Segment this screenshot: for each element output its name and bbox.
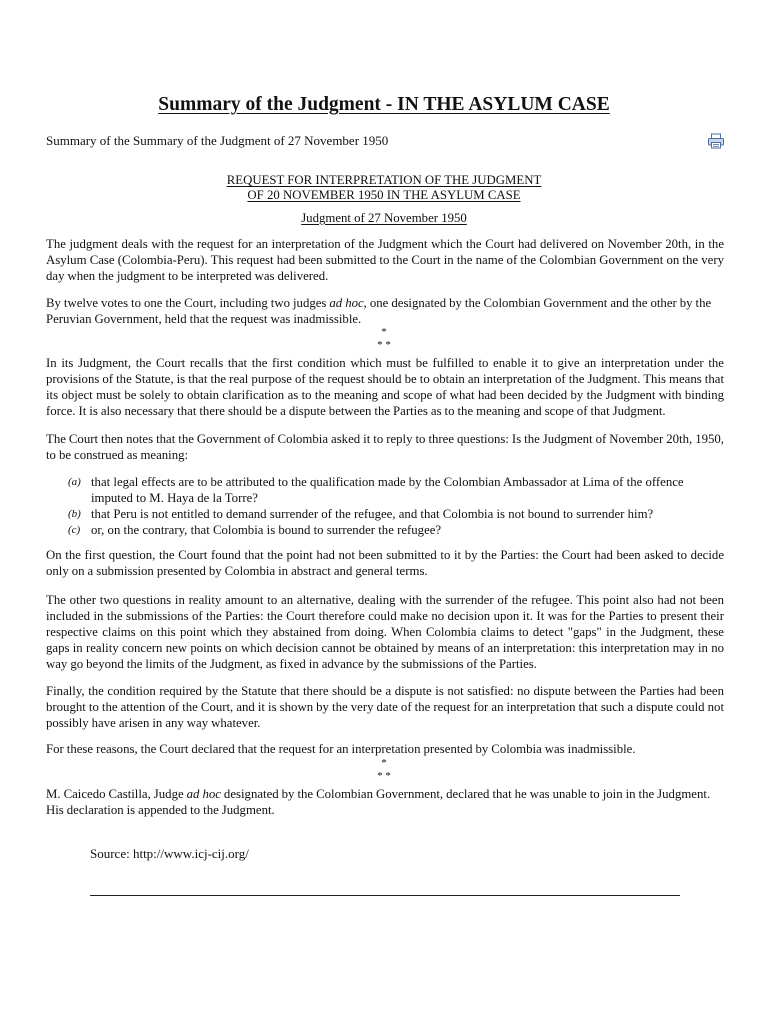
paragraph-intro: The judgment deals with the request for an interpretation of the Judgment which the Court had delivered on November 20th, in the Asylum Case (Colombia-Peru). This request had been submitted to the Court in the name of the Colombian Government on the very day when the judgment to be interpreted was delivered. xyxy=(46,237,724,284)
paragraph-vote: By twelve votes to one the Court, including two judges ad hoc, one designated by the Colombian Government and the other by the Peruvian Government, held that the request was inadmissible. xyxy=(46,296,712,327)
paragraph-conditions: In its Judgment, the Court recalls that the first condition which must be fulfilled to enable it to give an interpretation under the provisions of the Statute, is that the real purpose of the request should be to obtain an interpretation of the Judgment. This means that its object must be solely to obtain clarification as to the meaning and scope of what had been decided by the Judgment with binding force. It is also necessary that there should be a dispute between the Parties as to the meaning and scope of that Judgment. xyxy=(46,356,724,419)
printer-icon[interactable] xyxy=(707,133,725,149)
list-item: (c) or, on the contrary, that Colombia is bound to surrender the refugee? xyxy=(68,523,442,538)
list-item: (b) that Peru is not entitled to demand surrender of the refugee, and that Colombia is not bound to surrender him? xyxy=(68,507,654,522)
judgment-date: Judgment of 27 November 1950 xyxy=(301,211,467,225)
source-link[interactable]: Source: http://www.icj-cij.org/ xyxy=(90,846,249,861)
page-title: Summary of the Judgment - IN THE ASYLUM CASE xyxy=(158,94,610,115)
paragraph-declaration: M. Caicedo Castilla, Judge ad hoc designated by the Colombian Government, declared that he was unable to join in the Judgment. His declaration is appended to the Judgment. xyxy=(46,787,711,818)
paragraph-first-question: On the first question, the Court found that the point had not been submitted to it by the Parties: the Court had been asked to decide only on a submission presented by Colombia in abstract and general terms. xyxy=(46,548,724,579)
separator-star-bottom: * xyxy=(381,757,387,769)
footer-divider xyxy=(90,895,680,896)
request-heading xyxy=(0,173,768,202)
questions-list xyxy=(46,474,724,538)
separator-star-top: * xyxy=(381,326,387,338)
separator-stars-top: * * xyxy=(377,339,391,351)
request-heading-line2: OF 20 NOVEMBER 1950 IN THE ASYLUM CASE xyxy=(247,187,521,202)
request-heading-line1: REQUEST FOR INTERPRETATION OF THE JUDGMENT xyxy=(226,173,542,187)
separator-stars-bottom: * * xyxy=(377,770,391,782)
paragraph-questions-intro: The Court then notes that the Government of Colombia asked it to reply to three questions: Is the Judgment of November 20th, 1950, to be construed as meaning: xyxy=(46,432,724,463)
summary-subtitle: Summary of the Summary of the Judgment of 27 November 1950 xyxy=(46,133,389,148)
list-item: (a) that legal effects are to be attributed to the qualification made by the Colombian Ambassador at Lima of the offence imputed to M. Haya de la Torre? xyxy=(68,475,684,506)
paragraph-dispute: Finally, the condition required by the Statute that there should be a dispute is not satisfied: no dispute between the Parties had been brought to the attention of the Court, and it is shown by the very date of the request for an interpretation that such a dispute could not possibly have arisen in any way whatever. xyxy=(46,684,724,731)
paragraph-other-questions: The other two questions in reality amount to an alternative, dealing with the surrender of the refugee. This point also had not been included in the submissions of the Parties: the Court therefore could make no decision upon it. It was for the Parties to present their respective claims on this point which they abstained from doing. When Colombia claims to detect "gaps" in the Judgment, these gaps in reality concern new points on which decision cannot be obtained by means of an interpretation: this interpretation may in no way go beyond the limits of the Judgment, as fixed in advance by the submissions of the Parties. xyxy=(46,593,724,672)
paragraph-conclusion: For these reasons, the Court declared that the request for an interpretation presented by Colombia was inadmissible. xyxy=(46,742,636,756)
